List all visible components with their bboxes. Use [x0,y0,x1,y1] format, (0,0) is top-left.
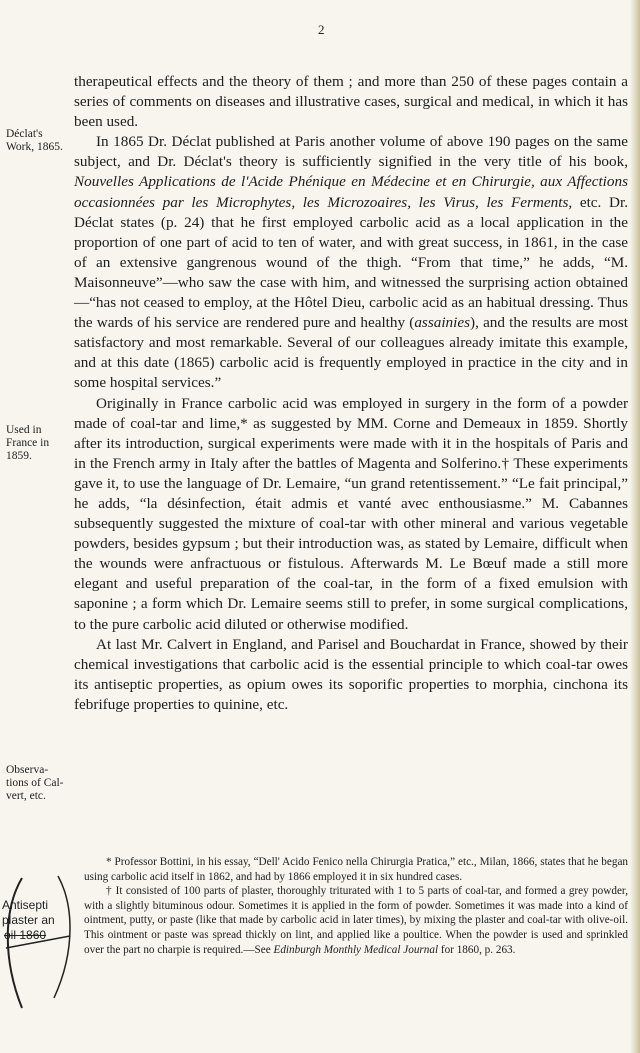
handwritten-margin-note [0,868,76,1018]
main-text [74,72,628,715]
page-edge-shadow [630,0,640,1053]
footnote-plaster-text: † It consisted of 100 parts of plaster, thoroughly triturated with 1 to 5 parts of coal-tar, and formed a grey powder, with a slightly bituminous odour. Sometimes it is applied in the form of powder. Sometimes it was made into a kind of ointment, putty, or paste (like that made by carbolic acid in later times), by mixing the plaster and coal-tar with olive-oil. This ointment or paste was spread thickly on lint, and applied like a poultice. When the powder is used and sprinkled over the part no charpie is required.—See [84,885,628,956]
footnote-plaster [84,884,628,957]
margin-note-line-2: plaster an [2,913,55,927]
sidenote-used-in-france: Used in France in 1859. [6,424,50,462]
paragraph-declat-end: ), and the results are most satisfactory and most remarkable. Several of our colleagues already imitate this example, and at this date (1865) carbolic acid is frequently employed in practice in the city and in some hospital services.” [74,314,628,392]
margin-note-line-1: Antisepti [2,898,49,912]
margin-note-line-3: oil 1860 [4,928,47,942]
margin-bracket-icon [0,868,76,1018]
sidenote-declat-work: Déclat's Work, 1865. [6,128,63,153]
paragraph-calvert: At last Mr. Calvert in England, and Parisel and Bouchardat in France, showed by their chemical investigations that carbolic acid is the essential principle to which coal-tar owes its antiseptic properties, as opium owes its soporific properties to morphia, cinchona its febrifuge properties to quinine, etc. [74,635,628,713]
book-title: Nouvelles Applications de l'Acide Phénique en Médecine et en Chirurgie, aux Affections occasionnées par les Microphytes, les Microzoaires, les Virus, les Ferments, [74,173,628,211]
sidenote-observations-calvert: Observa- tions of Cal- vert, etc. [6,764,64,802]
assainies-term: assainies [414,314,471,332]
paragraph-declat-body: etc. Dr. Déclat states (p. 24) that he first employed carbolic acid as a local application in the proportion of one part of acid to ten of water, and with great success, in 1861, in the case of an extensive gangrenous wound of the thigh. “From that time,” he adds, “M. Maisonneuve”—who saw the case with him, and witnessed the surprising action obtained—“has not ceased to employ, at the Hôtel Dieu, carbolic acid as an habitual dressing. Thus the wards of his service are rendered pure and healthy ( [74,193,629,332]
footnotes [84,855,628,957]
footnote-bottini: * Professor Bottini, in his essay, “Dell' Acido Fenico nella Chirurgia Pratica,” etc., Milan, 1866, states that he began using carbolic acid itself in 1862, and had by 1866 employed it in six hundred cases. [84,856,628,883]
paragraph-originally: Originally in France carbolic acid was employed in surgery in the form of a powder made of coal-tar and lime,* as suggested by MM. Corne and Demeaux in 1859. Shortly after its introduction, surgical experiments were made with it in the hospitals of Paris and in the French army in Italy after the battles of Magenta and Solferino.† These experiments gave it, to use the language of Dr. Lemaire, “un grand retentissement.” “Le fait principal,” he adds, “la désinfection, était admis et vanté avec enthousiasme.” M. Cabannes subsequently suggested the mixture of coal-tar with other mineral and various vegetable powders, besides gypsum ; but their introduction was, as stated by Lemaire, difficult when the wounds were anfractuous or fistulous. Afterwards M. Le Bœuf made a still more elegant and useful preparation of the coal-tar, in the form of a fixed emulsion with saponine ; a form which Dr. Lemaire seems still to prefer, in some surgical complications, to the pure carbolic acid diluted or otherwise modified. [74,394,628,633]
paragraph-declat [74,132,628,393]
footnote-plaster-end: for 1860, p. 263. [438,943,516,956]
paragraph-declat-intro: In 1865 Dr. Déclat published at Paris another volume of above 190 pages on the same subject, and Dr. Déclat's theory is sufficiently signified in the very title of his book, [74,133,628,171]
page-number: 2 [318,22,325,37]
journal-title: Edinburgh Monthly Medical Journal [273,943,439,956]
paragraph-therapeutical: therapeutical effects and the theory of them ; and more than 250 of these pages contain a series of comments on diseases and illustrative cases, surgical and medical, in which it has been used. [74,73,628,131]
